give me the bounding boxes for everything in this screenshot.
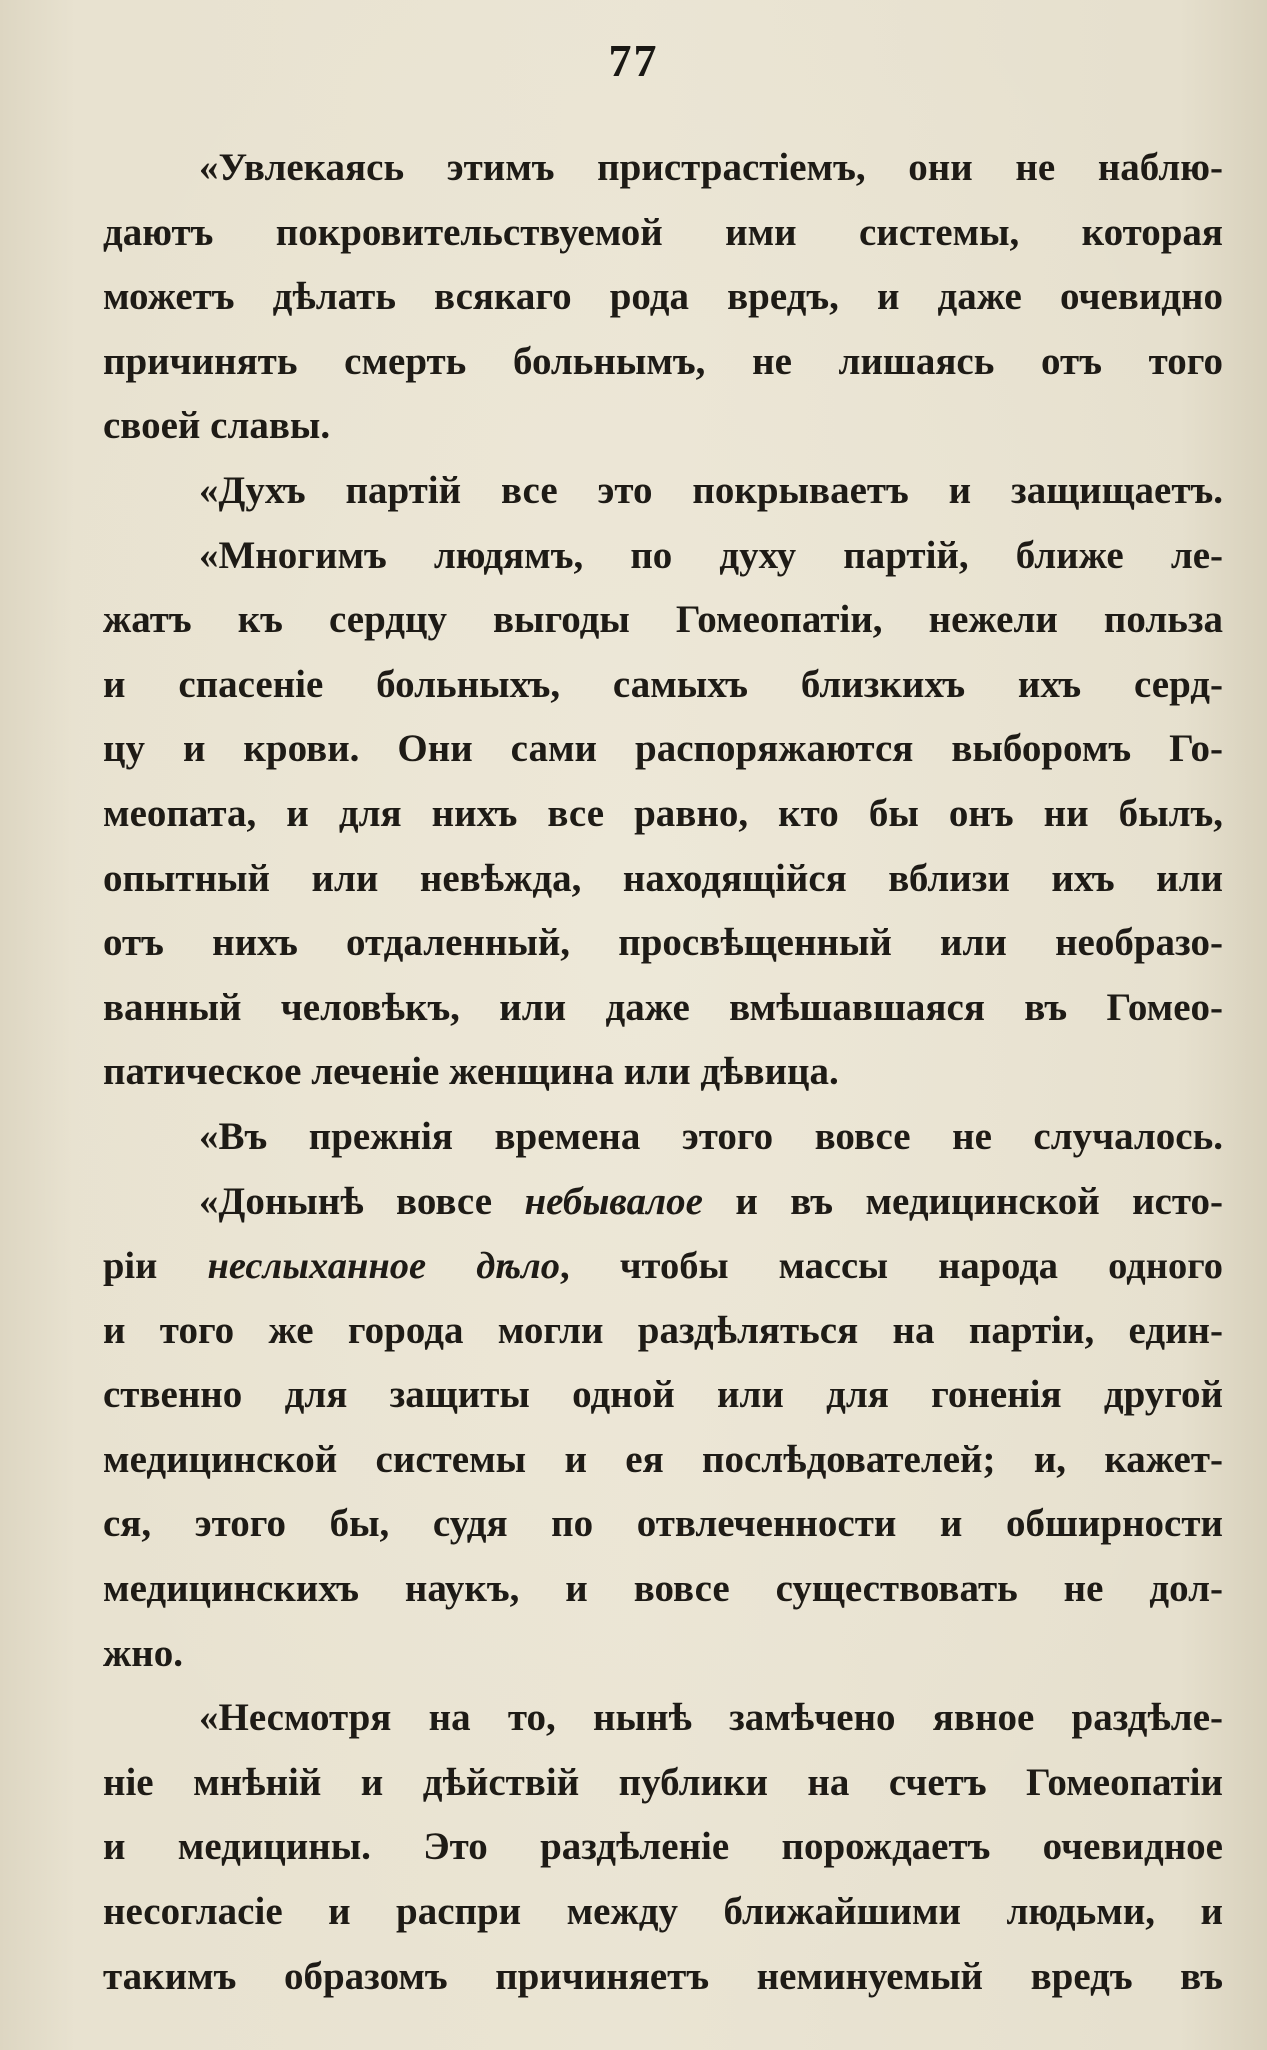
text-line: медицинскихъ наукъ, и вовсе существовать не дол- bbox=[103, 1567, 1223, 1611]
text-segment: «Донынѣ вовсе bbox=[199, 1179, 525, 1223]
text-line: жатъ къ сердцу выгоды Гомеопатіи, нежели польза bbox=[103, 598, 1223, 642]
text-line: отъ нихъ отдаленный, просвѣщенный или необразо- bbox=[103, 921, 1223, 965]
page-number: 77 bbox=[608, 35, 659, 86]
text-line bbox=[103, 1170, 1223, 1235]
text-line: «Несмотря на то, нынѣ замѣчено явное раздѣле- bbox=[199, 1696, 1223, 1740]
text-line bbox=[103, 1234, 1223, 1299]
text-line: ніе мнѣній и дѣйствій публики на счетъ Гомеопатіи bbox=[103, 1760, 1223, 1804]
text-line: и спасеніе больныхъ, самыхъ близкихъ ихъ серд- bbox=[103, 662, 1223, 706]
text-line: цу и крови. Они сами распоряжаются выборомъ Го- bbox=[103, 727, 1223, 771]
text-line: ся, этого бы, судя по отвлеченности и обширности bbox=[103, 1502, 1223, 1546]
text-line: медицинской системы и ея послѣдователей; и, кажет- bbox=[103, 1437, 1223, 1481]
text-line: несогласіе и распри между ближайшими людьми, и bbox=[103, 1890, 1223, 1934]
body-text bbox=[103, 136, 1223, 2009]
text-segment: , чтобы массы народа одного bbox=[560, 1245, 1223, 1288]
text-line: «Увлекаясь этимъ пристрастіемъ, они не наблю- bbox=[199, 146, 1223, 189]
text-line: такимъ образомъ причиняетъ неминуемый вредъ въ bbox=[103, 1954, 1223, 1998]
text-line: «Многимъ людямъ, по духу партій, ближе ле- bbox=[199, 533, 1223, 577]
text-line: «Въ прежнія времена этого вовсе не случалось. bbox=[199, 1114, 1223, 1158]
text-line: своей славы. bbox=[103, 404, 331, 448]
text-line: ственно для защиты одной или для гоненія другой bbox=[103, 1373, 1223, 1417]
text-segment: и въ медицинской исто- bbox=[702, 1179, 1223, 1223]
text-segment: ріи bbox=[103, 1245, 208, 1288]
text-line: причинять смерть больнымъ, не лишаясь отъ того bbox=[103, 339, 1223, 383]
text-line: ванный человѣкъ, или даже вмѣшавшаяся въ Гомео- bbox=[103, 985, 1223, 1029]
italic-text: неслыханное дѣло bbox=[207, 1245, 561, 1288]
text-line: патическое леченіе женщина или дѣвица. bbox=[103, 1050, 839, 1094]
text-line: можетъ дѣлать всякаго рода вредъ, и даже очевидно bbox=[103, 275, 1223, 319]
text-line: «Духъ партій все это покрываетъ и защищаетъ. bbox=[199, 468, 1223, 512]
text-line: жно. bbox=[103, 1631, 183, 1675]
text-line: и того же города могли раздѣляться на партіи, един- bbox=[103, 1308, 1223, 1352]
italic-text: небывалое bbox=[524, 1179, 703, 1223]
text-line: меопата, и для нихъ все равно, кто бы онъ ни былъ, bbox=[103, 791, 1223, 835]
text-line: и медицины. Это раздѣленіе порождаетъ очевидное bbox=[103, 1825, 1223, 1869]
text-line: опытный или невѣжда, находящійся вблизи ихъ или bbox=[103, 856, 1223, 900]
text-line: даютъ покровительствуемой ими системы, которая bbox=[103, 210, 1223, 254]
